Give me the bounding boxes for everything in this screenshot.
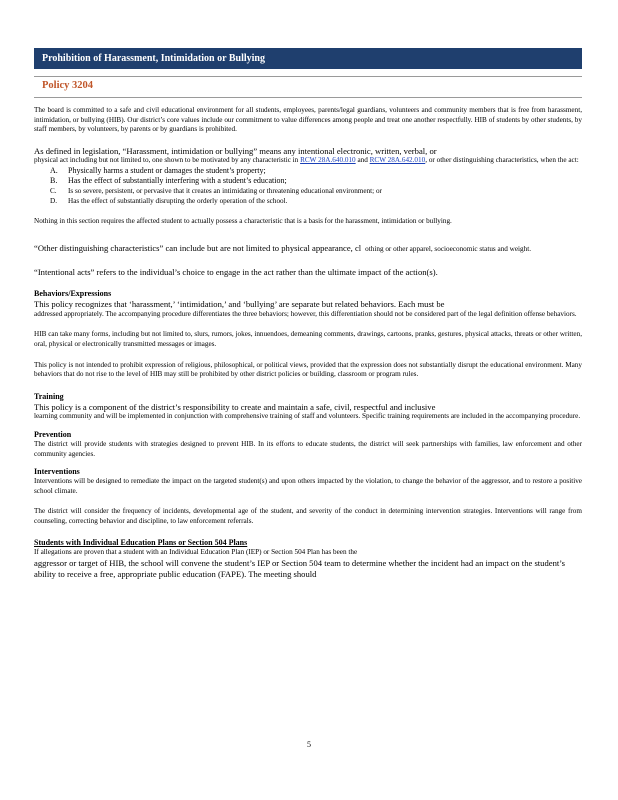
training-paragraph: This policy is a component of the district’s responsibility to create and maintain a safe, civil, respectful and inclusive (34, 401, 436, 412)
behaviors-heading: Behaviors/Expressions (34, 289, 112, 299)
expression-paragraph: This policy is not intended to prohibit expression of religious, philosophical, or political views, provided that the expression does not substantially disrupt the educational environment. Many behaviors that do not rise to the level of HIB may still be prohibited by other district policies or building, classroom or program rules. (34, 360, 582, 379)
training-paragraph-continued: learning community and will be implemented in conjunction with comprehensive training of staff and volunteers. Specific training requirements are included in the accompanying procedure. (34, 412, 581, 421)
hib-forms-paragraph: HIB can take many forms, including but not limited to, slurs, rumors, jokes, innuendoes, demeaning comments, drawings, cartoons, pranks, gestures, physical attacks, threats or other written, oral, physical or electronically transmitted messages or images. (34, 330, 582, 348)
other-characteristics-paragraph: “Other distinguishing characteristics” can include but are not limited to physical appearance, cl othing or other apparel, socioeconomic status and weight. (34, 242, 532, 253)
iep-paragraph: If allegations are proven that a student with an Individual Education Plan (IEP) or Section 504 Plan has been the (34, 548, 358, 557)
definition-item: A. Physically harms a student or damages the student’s property; (50, 165, 266, 175)
policy-row (34, 76, 582, 98)
intentional-acts-paragraph: “Intentional acts” refers to the individual’s choice to engage in the act rather than the ultimate impact of the action(s). (34, 266, 438, 277)
prevention-paragraph: The district will provide students with strategies designed to prevent HIB. In its efforts to educate students, the district will seek partnerships with families, law enforcement and other community agencies. (34, 439, 582, 458)
behaviors-paragraph: This policy recognizes that ‘harassment,’ ‘intimidation,’ and ‘bullying’ are separate but related behaviors. Each must be (34, 299, 445, 310)
definition-item: D. Has the effect of substantially disrupting the orderly operation of the school. (50, 196, 288, 205)
policy-body (34, 106, 582, 579)
definition-item: C. Is so severe, persistent, or pervasive that it creates an intimidating or threatening educational environment; or (50, 186, 382, 195)
iep-paragraph-continued: aggressor or target of HIB, the school will convene the student’s IEP or Section 504 team to determine whether the incident had an impact on the student’s ability to receive a free, appropriate public education (FAPE). The meeting should (34, 558, 566, 579)
definition-item: B. Has the effect of substantially interfering with a student’s education; (50, 175, 287, 185)
prevention-heading: Prevention (34, 429, 72, 439)
rcw-link-1[interactable]: RCW 28A.640.010 (300, 156, 356, 165)
definition-paragraph: As defined in legislation, “Harassment, intimidation or bullying” means any intentional electronic, written, verbal, or (34, 145, 437, 156)
behaviors-paragraph-continued: addressed appropriately. The accompanying procedure differentiates the three behaviors; however, this differentiation should not be considered part of the legal definition offense behaviors. (34, 309, 577, 318)
interventions-heading: Interventions (34, 467, 80, 477)
interventions-considerations-paragraph: The district will consider the frequency of incidents, developmental age of the student, and severity of the conduct in determining intervention strategies. Interventions will range from counseling, correcting behavior and discipline, to law enforcement referrals. (34, 507, 582, 525)
interventions-paragraph: Interventions will be designed to remediate the impact on the targeted student(s) and upon others impacted by the violation, to change the behavior of the aggressor, and to restore a positive school climate. (34, 477, 582, 495)
page-title: Prohibition of Harassment, Intimidation or Bullying (34, 48, 582, 69)
nothing-paragraph: Nothing in this section requires the affected student to actually possess a characteristic that is a basis for the harassment, intimidation or bullying. (34, 216, 452, 225)
page-number: 5 (307, 740, 311, 749)
definition-continued: physical act including but not limited to, one shown to be motivated by any characteristic in RCW 28A.640.010 and RCW 28A.642.010, or other distinguishing characteristics, when the act: (34, 156, 579, 165)
iep-heading: Students with Individual Education Plans or Section 504 Plans (34, 538, 248, 548)
intro-paragraph: The board is committed to a safe and civil educational environment for all students, employees, parents/legal guardians, volunteers and community members that is free from harassment, intimidation, or bullying (HIB). Our district’s core values include our commitment to value differences among people and treat one another respectfully. HIB of students by other students, by staff members, by volunteers, by parents or by guardians is prohibited. (34, 106, 582, 134)
rcw-link-2[interactable]: RCW 28A.642.010 (369, 156, 426, 165)
policy-number: Policy 3204 (42, 80, 94, 91)
training-heading: Training (34, 391, 64, 401)
